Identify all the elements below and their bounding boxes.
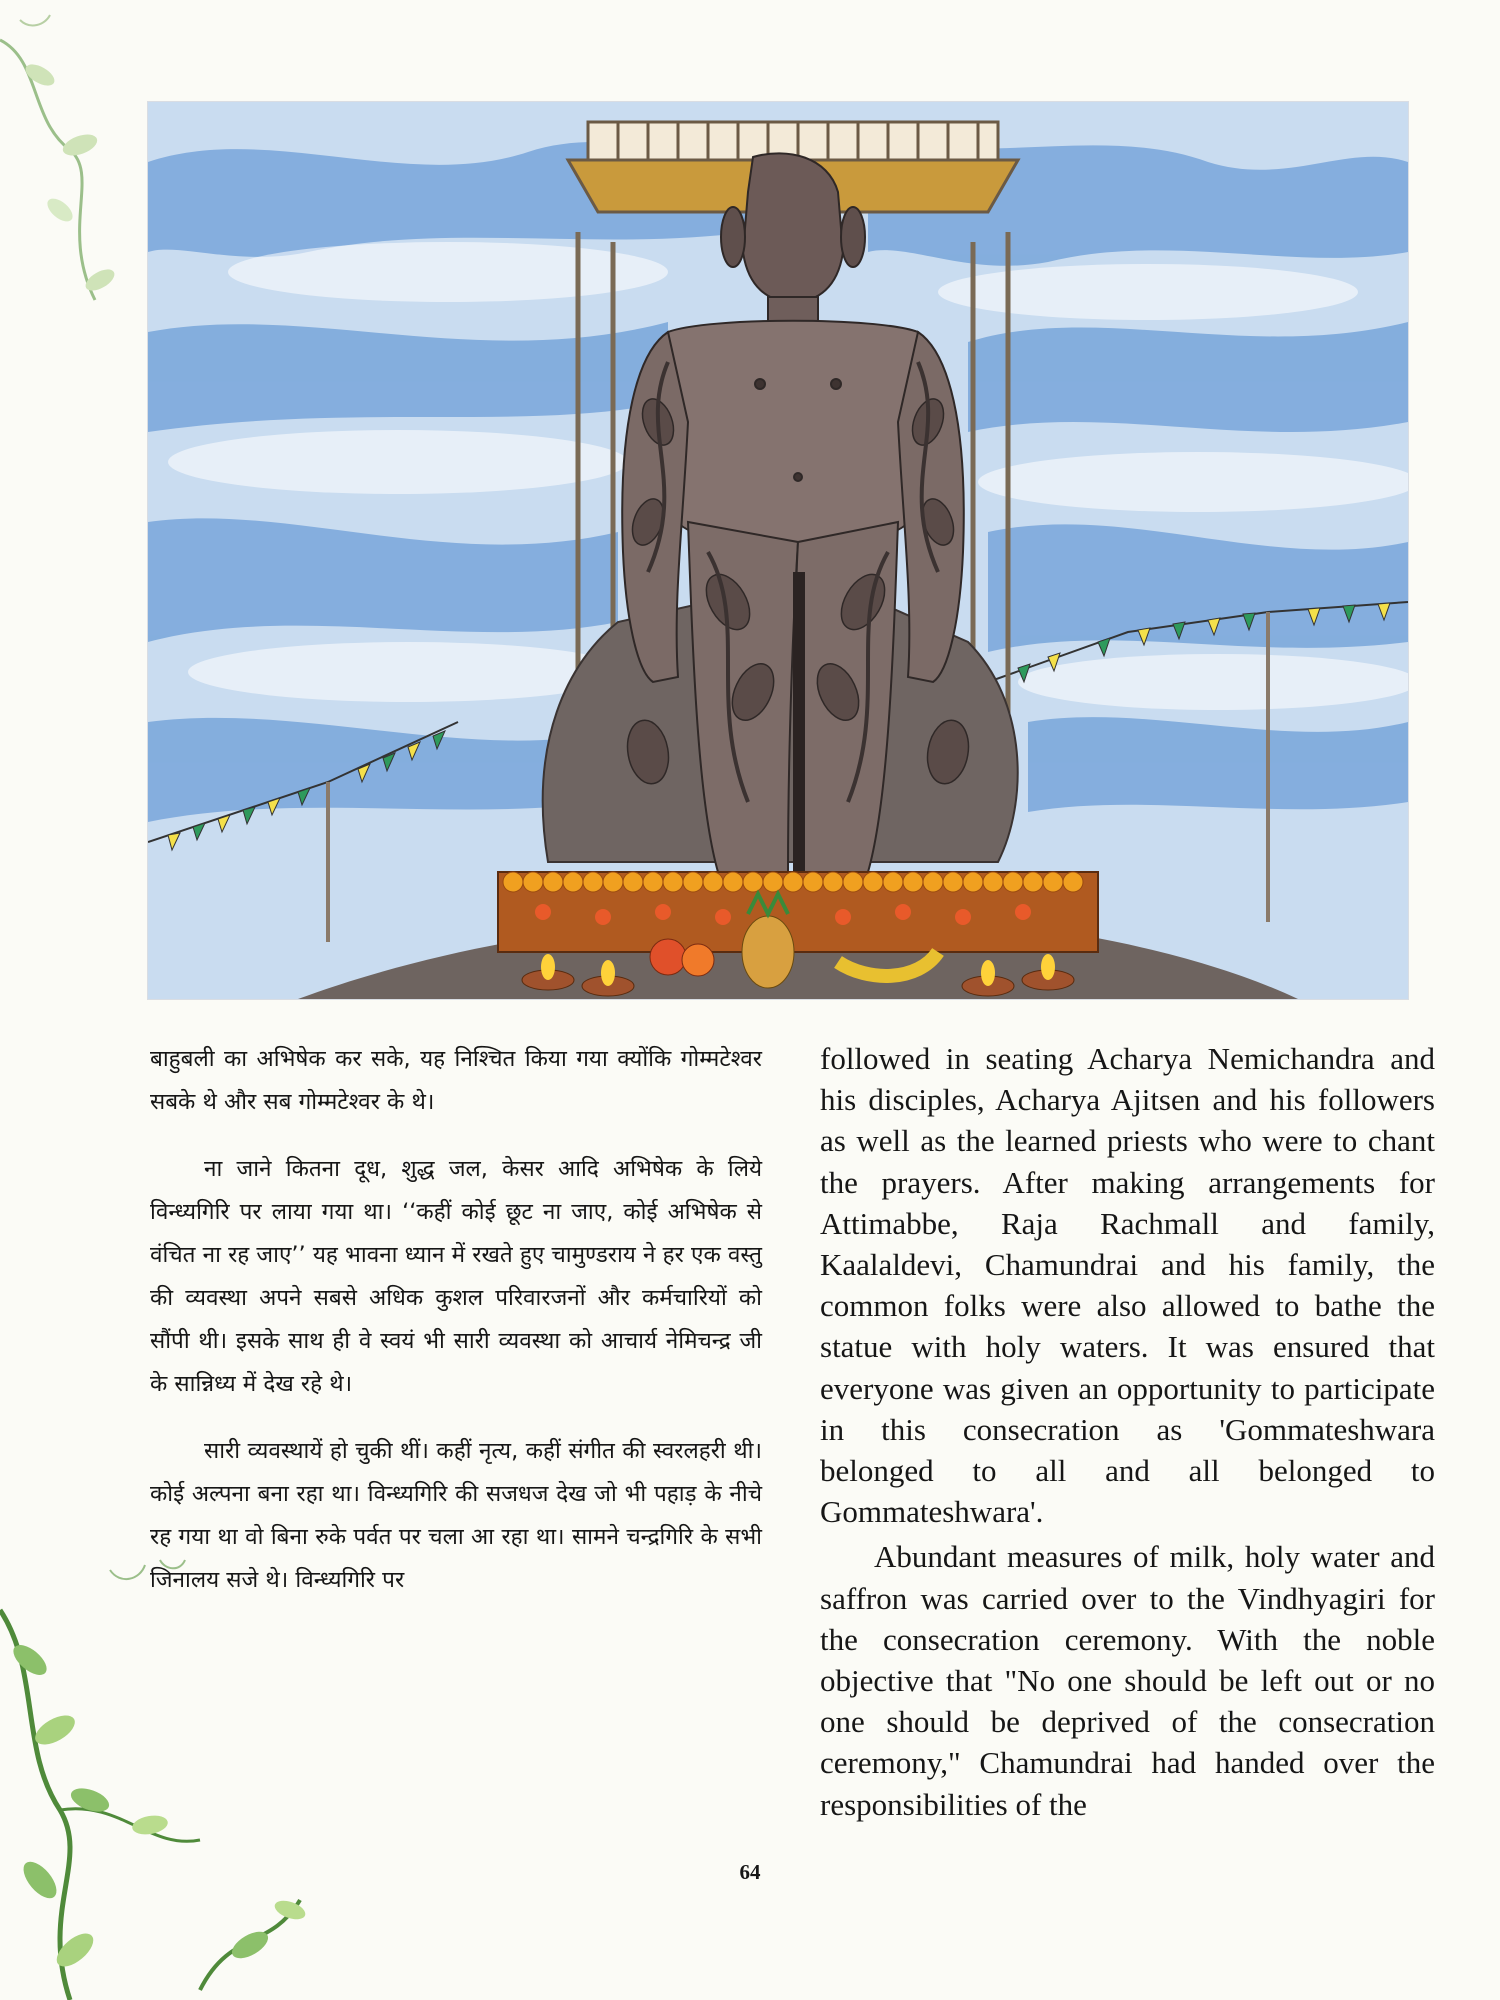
english-paragraph-1: followed in seating Acharya Nemichandra and his disciples, Acharya Ajitsen and his followers as well as the learned priests who were to chant the prayers. After making arrangements for Attimabbe, Raja Rachmall and family, Kaalaldevi, Chamundrai and his family, the common folks were also allowed to bathe the statue with holy waters. It was ensured that everyone was given an opportunity to participate in this consecration as 'Gommateshwara belonged to all and all belonged to Gommateshwara'. xyxy=(820,1041,1435,1530)
statue-illustration xyxy=(148,102,1408,999)
vine-decoration-bottom xyxy=(0,1550,320,2000)
hindi-text-column xyxy=(150,1038,762,1602)
vine-decoration-top xyxy=(0,0,150,330)
hindi-paragraph-3: सारी व्यवस्थायें हो चुकी थीं। कहीं नृत्य, कहीं संगीत की स्वरलहरी थी। कोई अल्पना बना रहा था। विन्ध्यगिरि की सजधज देख जो भी पहाड़ के नीचे रह गया था वो बिना रुके पर्वत पर चला आ रहा था। सामने चन्द्रगिरि के सभी जिनालय सजे थे। विन्ध्यगिरि पर xyxy=(150,1438,762,1593)
page-number: 64 xyxy=(739,1860,761,1884)
hindi-paragraph-2: ना जाने कितना दूध, शुद्ध जल, केसर आदि अभिषेक के लिये विन्ध्यगिरि पर लाया गया था। ‘‘कहीं कोई छूट ना जाए, कोई अभिषेक से वंचित ना रह जाए’’ यह भावना ध्यान में रखते हुए चामुण्डराय ने हर एक वस्तु की व्यवस्था अपने सबसे अधिक कुशल परिवारजनों और कर्मचारियों को सौंपी थी। इसके साथ ही वे स्वयं भी सारी व्यवस्था को आचार्य नेमिचन्द्र जी के सान्निध्य में देख रहे थे। xyxy=(150,1156,762,1397)
hindi-paragraph-1: बाहुबली का अभिषेक कर सके, यह निश्चित किया गया क्योंकि गोम्मटेश्वर सबके थे और सब गोम्मटेश्वर के थे। xyxy=(150,1046,762,1115)
english-text-column xyxy=(820,1038,1435,1825)
english-paragraph-2: Abundant measures of milk, holy water and saffron was carried over to the Vindhyagiri for the consecration ceremony. With the noble objective that "No one should be left out or no one should be deprived of the consecration ceremony," Chamundrai had handed over the responsibilities of the xyxy=(820,1539,1435,1822)
